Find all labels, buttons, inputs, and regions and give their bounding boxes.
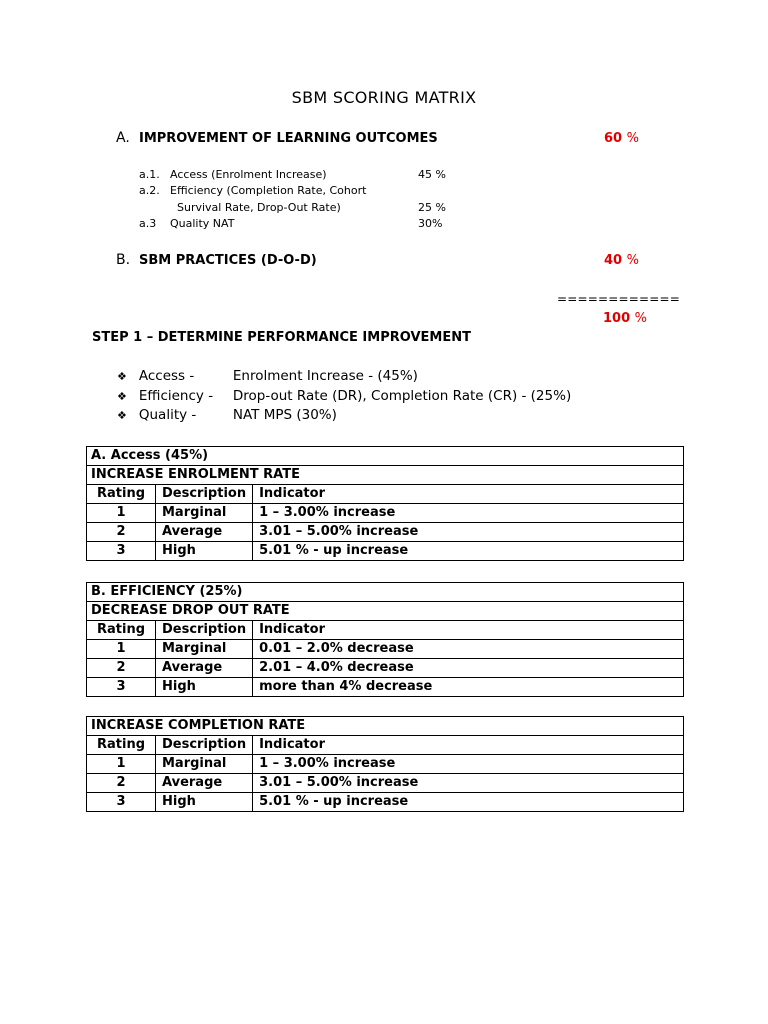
- column-header: Rating: [87, 736, 156, 755]
- table-header-row: [87, 621, 684, 640]
- section-a-item-label: a.2.: [139, 184, 160, 197]
- table-row: [87, 793, 684, 812]
- table-heading: B. EFFICIENCY (25%): [87, 583, 684, 602]
- description-cell: High: [156, 542, 253, 561]
- rating-cell: 3: [87, 542, 156, 561]
- table-subheading: INCREASE COMPLETION RATE: [87, 717, 684, 736]
- section-a-item-value: 30%: [418, 217, 443, 230]
- description-cell: High: [156, 793, 253, 812]
- indicator-cell: 5.01 % - up increase: [253, 542, 684, 561]
- section-b-title: SBM PRACTICES (D-O-D): [139, 253, 317, 268]
- document-title: SBM SCORING MATRIX: [291, 88, 477, 107]
- section-a-letter: A.: [116, 130, 130, 146]
- indicator-cell: 0.01 – 2.0% decrease: [253, 640, 684, 659]
- table-header-row: [87, 485, 684, 504]
- rating-cell: 1: [87, 640, 156, 659]
- description-cell: Marginal: [156, 755, 253, 774]
- rating-cell: 2: [87, 659, 156, 678]
- diamond-bullet-icon: ❖: [117, 390, 127, 403]
- indicator-cell: more than 4% decrease: [253, 678, 684, 697]
- description-cell: Average: [156, 659, 253, 678]
- section-a-title: IMPROVEMENT OF LEARNING OUTCOMES: [139, 131, 438, 146]
- table-row: [87, 640, 684, 659]
- rating-cell: 1: [87, 504, 156, 523]
- description-cell: Marginal: [156, 504, 253, 523]
- bullet-label: Access -: [138, 368, 195, 384]
- section-b-letter: B.: [116, 252, 131, 268]
- table-row: [87, 523, 684, 542]
- bullet-access: [117, 368, 418, 384]
- section-a-item-text: Quality NAT: [170, 217, 235, 230]
- completion-rating-table: [86, 716, 684, 812]
- bullet-quality: [117, 407, 337, 423]
- section-a-item-text: Survival Rate, Drop-Out Rate): [177, 201, 341, 214]
- column-header: Indicator: [253, 485, 684, 504]
- table-row: [87, 678, 684, 697]
- diamond-bullet-icon: ❖: [117, 370, 127, 383]
- bullet-text: Drop-out Rate (DR), Completion Rate (CR) - (25%): [232, 388, 572, 404]
- table-row: [87, 755, 684, 774]
- description-cell: High: [156, 678, 253, 697]
- rating-cell: 2: [87, 523, 156, 542]
- column-header: Description: [156, 485, 253, 504]
- indicator-cell: 3.01 – 5.00% increase: [253, 523, 684, 542]
- table-subheading: INCREASE ENROLMENT RATE: [87, 466, 684, 485]
- column-header: Indicator: [253, 621, 684, 640]
- diamond-bullet-icon: ❖: [117, 409, 127, 422]
- description-cell: Marginal: [156, 640, 253, 659]
- table-header-row: [87, 736, 684, 755]
- table-heading: A. Access (45%): [87, 447, 684, 466]
- column-header: Rating: [87, 485, 156, 504]
- bullet-text: Enrolment Increase - (45%): [232, 368, 418, 384]
- indicator-cell: 3.01 – 5.00% increase: [253, 774, 684, 793]
- column-header: Indicator: [253, 736, 684, 755]
- bullet-efficiency: [117, 388, 571, 404]
- description-cell: Average: [156, 523, 253, 542]
- rating-cell: 3: [87, 678, 156, 697]
- table-row: [87, 774, 684, 793]
- rating-cell: 2: [87, 774, 156, 793]
- access-rating-table: [86, 446, 684, 561]
- bullet-text: NAT MPS (30%): [232, 407, 337, 423]
- section-a-percent: 60 %: [604, 131, 639, 146]
- indicator-cell: 1 – 3.00% increase: [253, 504, 684, 523]
- rating-cell: 1: [87, 755, 156, 774]
- section-a-item-value: 25 %: [418, 201, 446, 214]
- total-percent: 100 %: [603, 311, 648, 326]
- indicator-cell: 5.01 % - up increase: [253, 793, 684, 812]
- indicator-cell: 2.01 – 4.0% decrease: [253, 659, 684, 678]
- rating-cell: 3: [87, 793, 156, 812]
- section-a-item-text: Efficiency (Completion Rate, Cohort: [170, 184, 367, 197]
- step-1-title: STEP 1 – DETERMINE PERFORMANCE IMPROVEMENT: [92, 330, 471, 345]
- column-header: Rating: [87, 621, 156, 640]
- section-a-item-value: 45 %: [418, 168, 446, 181]
- table-subheading: DECREASE DROP OUT RATE: [87, 602, 684, 621]
- table-row: [87, 504, 684, 523]
- column-header: Description: [156, 621, 253, 640]
- section-a-item-text: Access (Enrolment Increase): [170, 168, 327, 181]
- table-row: [87, 542, 684, 561]
- section-a-item-label: a.3: [139, 217, 157, 230]
- bullet-label: Quality -: [138, 407, 197, 423]
- total-separator: ============: [557, 292, 681, 306]
- section-a-item-label: a.1.: [139, 168, 160, 181]
- column-header: Description: [156, 736, 253, 755]
- dropout-rating-table: [86, 582, 684, 697]
- indicator-cell: 1 – 3.00% increase: [253, 755, 684, 774]
- section-b-percent: 40 %: [604, 253, 639, 268]
- bullet-label: Efficiency -: [138, 388, 214, 404]
- table-row: [87, 659, 684, 678]
- description-cell: Average: [156, 774, 253, 793]
